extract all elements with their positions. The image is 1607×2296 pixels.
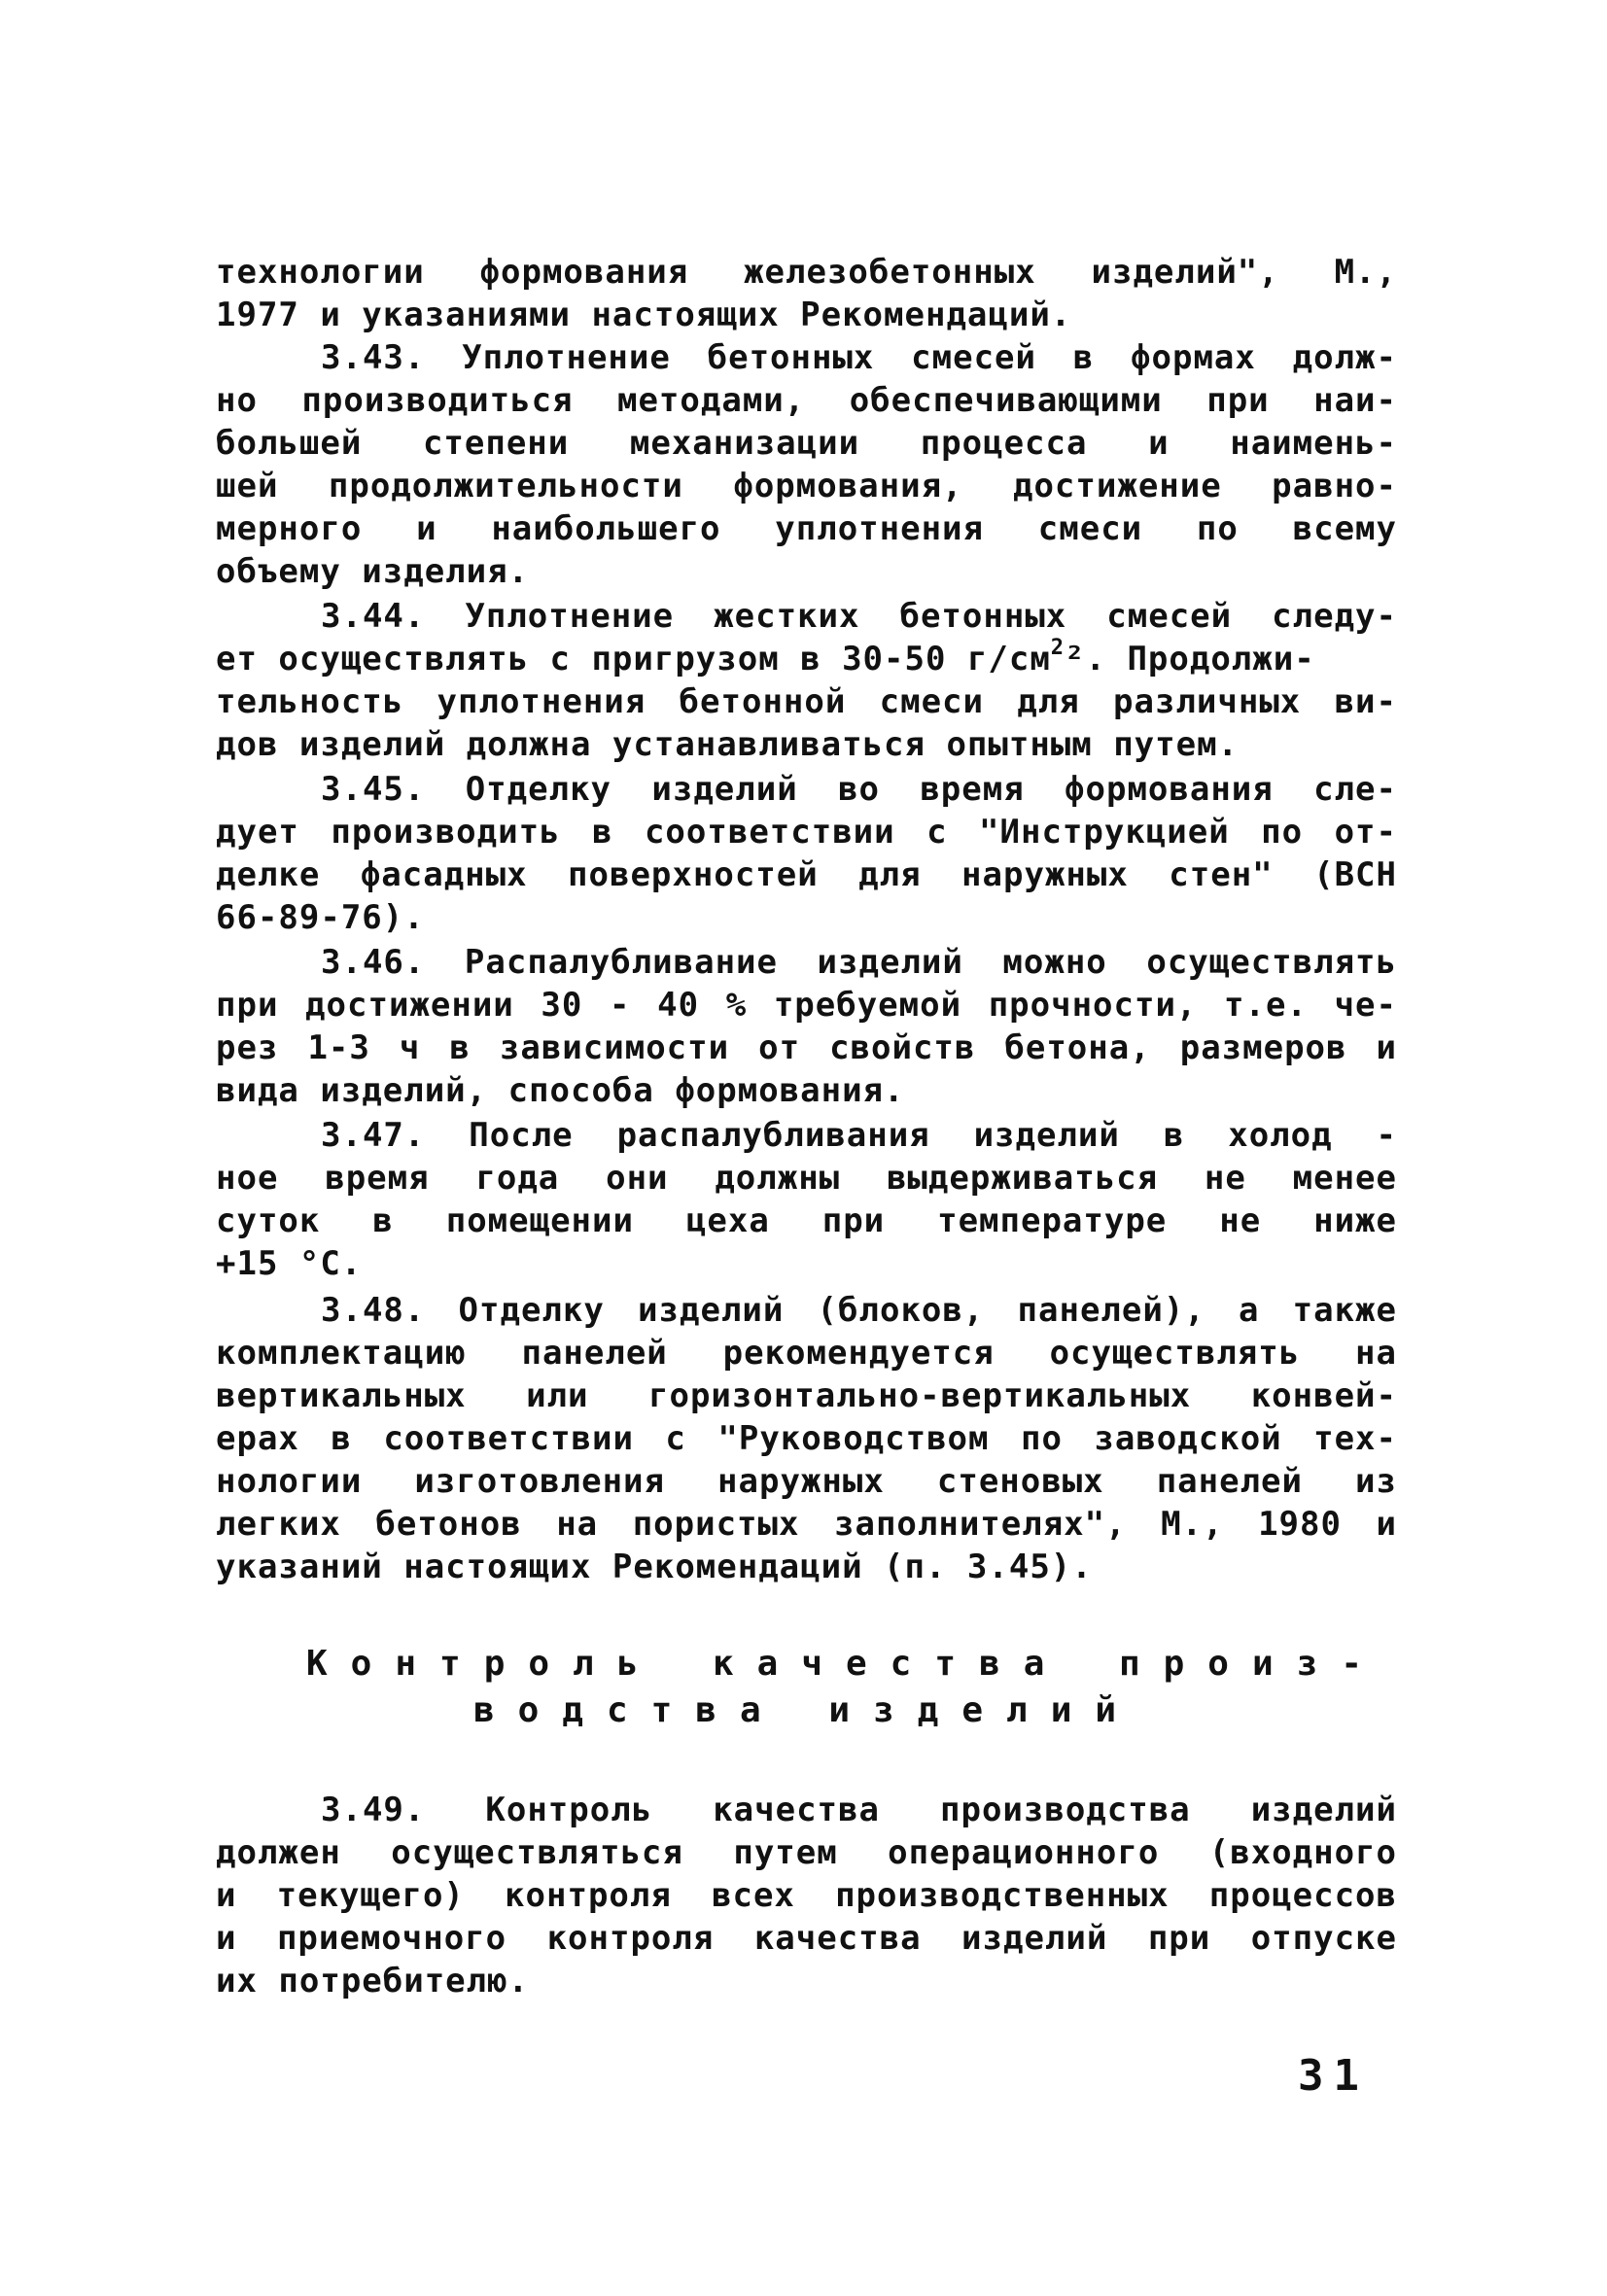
text-line: и текущего) контроля всех производственных процессов bbox=[216, 1876, 1397, 1915]
text-line: вида изделий, способа формования. bbox=[216, 1071, 905, 1110]
text-line: нологии изготовления наружных стеновых панелей из bbox=[216, 1462, 1397, 1501]
text-line: должен осуществляться путем операционного (входного bbox=[216, 1833, 1397, 1872]
text-line: делке фасадных поверхностей для наружных стен" (ВСН bbox=[216, 855, 1397, 894]
text-line: но производиться методами, обеспечивающими при наи- bbox=[216, 381, 1397, 420]
text-line: дов изделий должна устанавливаться опытным путем. bbox=[216, 725, 1240, 764]
text-line: при достижении 30 - 40 % требуемой прочности, т.е. че- bbox=[216, 986, 1397, 1025]
text-line: объему изделия. bbox=[216, 552, 530, 591]
text-line: и приемочного контроля качества изделий при отпуске bbox=[216, 1919, 1397, 1958]
text-line: суток в помещении цеха при температуре не ниже bbox=[216, 1201, 1397, 1240]
text-line: мерного и наибольшего уплотнения смеси по всему bbox=[216, 509, 1397, 548]
text-line: 3.44. Уплотнение жестких бетонных смесей следу- bbox=[321, 597, 1397, 636]
text-line: указаний настоящих Рекомендаций (п. 3.45). bbox=[216, 1548, 1093, 1586]
section-heading-line2: водства изделий bbox=[472, 1690, 1140, 1730]
text-line: 3.46. Распалубливание изделий можно осуществлять bbox=[321, 943, 1397, 982]
text-line: дует производить в соответствии с "Инструкцией по от- bbox=[216, 813, 1397, 852]
text-line: их потребителю. bbox=[216, 1962, 530, 2000]
text-line: 3.45. Отделку изделий во время формования сле- bbox=[321, 770, 1397, 809]
text-line: 3.48. Отделку изделий (блоков, панелей), а также bbox=[321, 1291, 1397, 1330]
text-line: 3.43. Уплотнение бетонных смесей в формах долж- bbox=[321, 338, 1397, 377]
text-line: комплектацию панелей рекомендуется осуществлять на bbox=[216, 1334, 1397, 1373]
text-line: +15 °С. bbox=[216, 1244, 363, 1283]
section-heading-line1: Контроль качества произ- bbox=[306, 1644, 1385, 1684]
text-segment: ет осуществлять с пригрузом в 30-50 г/см bbox=[216, 640, 1051, 678]
text-line: большей степени механизации процесса и наимень- bbox=[216, 424, 1397, 463]
text-segment: ². Продолжи- bbox=[1065, 640, 1315, 678]
text-line: ное время года они должны выдерживаться не менее bbox=[216, 1159, 1397, 1198]
page-number: 31 bbox=[1298, 2051, 1369, 2101]
text-line: технологии формования железобетонных изделий", М., bbox=[216, 253, 1397, 292]
superscript: 2 bbox=[1050, 635, 1066, 660]
text-line: 66-89-76). bbox=[216, 898, 425, 937]
text-line: вертикальных или горизонтально-вертикальных конвей- bbox=[216, 1376, 1397, 1415]
text-line: легких бетонов на пористых заполнителях", М., 1980 и bbox=[216, 1505, 1397, 1544]
text-line: шей продолжительности формования, достижение равно- bbox=[216, 467, 1397, 505]
text-line: 3.49. Контроль качества производства изделий bbox=[321, 1791, 1397, 1829]
text-line: тельность уплотнения бетонной смеси для различных ви- bbox=[216, 682, 1397, 721]
text-line: рез 1-3 ч в зависимости от свойств бетона, размеров и bbox=[216, 1028, 1397, 1067]
text-line: 1977 и указаниями настоящих Рекомендаций. bbox=[216, 296, 1072, 334]
text-line: ерах в соответствии с "Руководством по заводской тех- bbox=[216, 1419, 1397, 1458]
text-line bbox=[216, 635, 1397, 680]
text-line: 3.47. После распалубливания изделий в холод - bbox=[321, 1116, 1397, 1155]
